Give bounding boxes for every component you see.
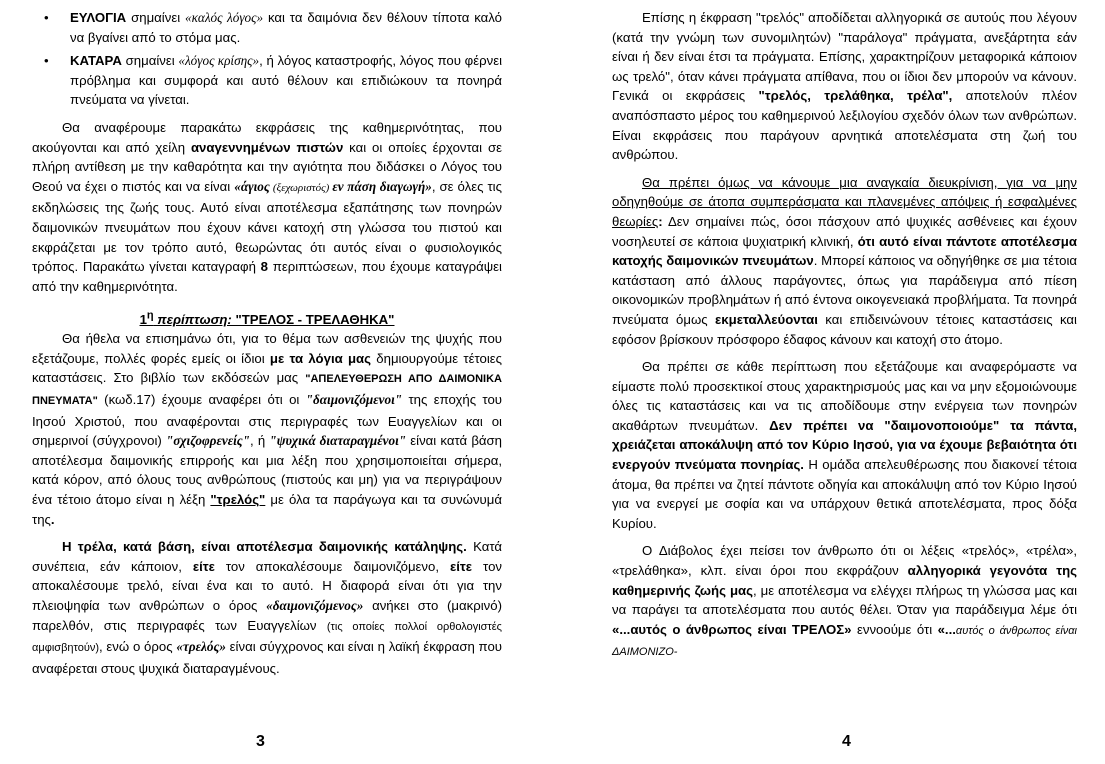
- page-3: [32, 8, 502, 678]
- paragraph-madness: Θα ήθελα να επισημάνω ότι, για το θέμα των ασθενειών της ψυχής που εξετάζουμε, πολλές φορές εμείς οι ίδιοι με τα λόγια μας δημιουργούμε τέτοιες καταστάσεις. Στο βιβλίο των εκδόσεών μας "ΑΠΕΛΕΥΘΕΡΩΣΗ ΑΠΟ ΔΑΙΜΟΝΙΚΑ ΠΝΕΥΜΑΤΑ" (κωδ.17) έχουμε αναφέρει ότι οι "δαιμονιζόμενοι" της εποχής του Ιησού Χριστού, που αναφέρονται στις περιγραφές των Ευαγγελίων και οι σημερινοί (σύγχρονοι) "σχιζοφρενείς", ή "ψυχικά διαταραγμένοι" είναι κατά βάση αποτέλεσμα δαιμονικής επιρροής και μια λέξη που χρησιμοποιείται σήμερα, κατά κόρον, από όλους τους ανθρώπους (πιστούς και μη) για να περιγράψουν ένα τέτοιο άτομο είναι η λέξη "τρελός" με όλα τα παράγωγα και τα συνώνυμά της.: [32, 331, 503, 527]
- paragraph-caution: Θα πρέπει σε κάθε περίπτωση που εξετάζουμε και αναφερόμαστε να είμαστε πολύ προσεκτικοί στους χαρακτηρισμούς μας και να μην εξομοιώνουμε όλες τις καταστάσεις και να τις αποδίδουμε στην ενέργεια των πονηρών ακαθάρτων πνευμάτων. Δεν πρέπει να "δαιμονοποιούμε" τα πάντα, χρειάζεται αποκάλυψη από τον Κύριο Ιησού, για να έχουμε βεβαιότητα ότι ενεργούν πνεύματα πονηρίας. Η ομάδα απελευθέρωσης που διακονεί τέτοια άτομα, θα πρέπει να ζητεί πάντοτε οδηγία και αποκάλυψη από τον Κύριο Ιησού για να ενεργεί με σοφία και να υπάρχουν θετικά αποτελέσματα, προς δόξα Κυρίου.: [612, 359, 1077, 531]
- paragraph-allegory: Επίσης η έκφραση "τρελός" αποδίδεται αλληγορικά σε αυτούς που λέγουν (κατά την γνώμη των συνομιλητών) "παράλογα" πράγματα, ανεξάρτητα εάν είναι ή δεν είναι έτσι τα πράγματα. Επίσης, χαρακτηρίζουν μεταφορικά κάποιον ως τρελό", όταν κάνει πράγματα απίθανα, που οι ίδιοι δεν μπορούν να κάνουν. Γενικά οι εκφράσεις "τρελός, τρελάθηκα, τρέλα", αποτελούν πλέον αναπόσπαστο μέρος του καθημερινού λεξιλογίου σχεδόν όλων των ανθρώπων. Είναι εκφράσεις που παράγουν αρνητικά αποτελέσματα στη ζωή του ανθρώπου.: [612, 10, 1077, 163]
- bullet-katara: • ΚΑΤΑΡΑ σημαίνει «λόγος κρίσης», ή λόγος καταστροφής, λόγος που φέρνει πρόβλημα και συμφορά και αυτό θέλουν και επιδιώκουν τα πονηρά πνεύματα να γίνεται.: [32, 51, 502, 110]
- definition-list: [32, 8, 502, 110]
- paragraph-intro: Θα αναφέρουμε παρακάτω εκφράσεις της καθημερινότητας, που ακούγονται και από χείλη αναγεννημένων πιστών και οι οποίες έρχονται σε πλήρη αντίθεση με την καθαρότητα και την αγιότητα που διδάσκει ο Λόγος του Θεού να έχει ο πιστός και να είναι «άγιος (ξεχωριστός) εν πάση διαγωγή», σε όλες τις εκδηλώσεις της ζωής τους. Αυτό είναι αποτέλεσμα εξαπάτησης των πονηρών δαιμονικών πνευμάτων που έχουν κάνει κατοχή στη γλώσσα του πιστού και εκφράζεται με τον τρόπο αυτό, θεωρώντας ότι αυτός είναι ο φυσιολογικός τρόπος. Παρακάτω γίνεται καταγραφή 8 περιπτώσεων, που έχουμε καταγράψει από την καθημερινότητα.: [32, 119, 502, 294]
- paragraph-devil: Ο Διάβολος έχει πείσει τον άνθρωπο ότι οι λέξεις «τρελός», «τρέλα», «τρελάθηκα», κλπ. είναι όροι που εκφράζουν αλληγορικά γεγονότα της καθημερινής ζωής μας, με αποτέλεσμα να ελέγχει πλήρως τη γλώσσα μας και να παράγει τα αποτελέσματα που αυτός θέλει. Όταν για παράδειγμα λέμε ότι «...αυτός ο άνθρωπος είναι ΤΡΕΛΟΣ» εννοούμε ότι «...αυτός ο άνθρωπος είναι ΔΑΙΜΟΝΙΖΟ-: [612, 543, 1078, 659]
- page-number-left: 3: [256, 733, 265, 750]
- page-number-right: 4: [842, 733, 851, 750]
- page-4: [612, 8, 1077, 663]
- paragraph-clarification: Θα πρέπει όμως να κάνουμε μια αναγκαία διευκρίνιση, για να μην οδηγηθούμε σε άτοπα συμπεράσματα και πλανεμένες απόψεις ή εσφαλμένες θεωρίες: Δεν σημαίνει πώς, όσοι πάσχουν από ψυχικές ασθένειες και έχουν νοσηλευτεί σε κάποια ψυχιατρική κλινική, ότι αυτό είναι πάντοτε αποτέλεσμα κατοχής δαιμονικών πνευμάτων. Μπορεί κάποιος να οδηγήθηκε σε μια τέτοια κατάσταση από άλλους παράγοντες, όπως για παράδειγμα από πίεση οικονομικών προβλημάτων ή από έντονα οικογενειακά προβλήματα. Τα πονηρά πνεύματα όμως εκμεταλλεύονται και επιδεινώνουν τέτοιες καταστάσεις και εφόσον βρίσκουν πρόσφορο έδαφος κάνουν και κατοχή στο άτομο.: [612, 174, 1078, 347]
- case-heading: $1^\eta$ περίπτωση: "ΤΡΕΛΟΣ - ΤΡΕΛΑΘΗΚΑ": [139, 309, 395, 327]
- bullet-evlogia: • ΕΥΛΟΓΙΑ σημαίνει «καλός λόγος» και τα δαιμόνια δεν θέλουν τίποτα καλό να βγαίνει από το στόμα μας.: [32, 8, 502, 47]
- paragraph-demonic: Η τρέλα, κατά βάση, είναι αποτέλεσμα δαιμονικής κατάληψης. Κατά συνέπεια, εάν κάποιον, είτε τον αποκαλέσουμε δαιμονιζόμενο, είτε τον αποκαλέσουμε τρελό, είναι ένα και το αυτό. Η διαφορά είναι ότι για την πλειοψηφία των ανθρώπων ο όρος «δαιμονιζόμενος» ανήκει στο (μακρινό) παρελθόν, στις περιγραφές των Ευαγγελίων (τις οποίες πολλοί ορθολογιστές αμφισβητούν), ενώ ο όρος «τρελός» είναι σύγχρονος και είναι η λαϊκή έκφραση που αναφέρεται στους ψυχικά διαταραγμένους.: [32, 539, 503, 676]
